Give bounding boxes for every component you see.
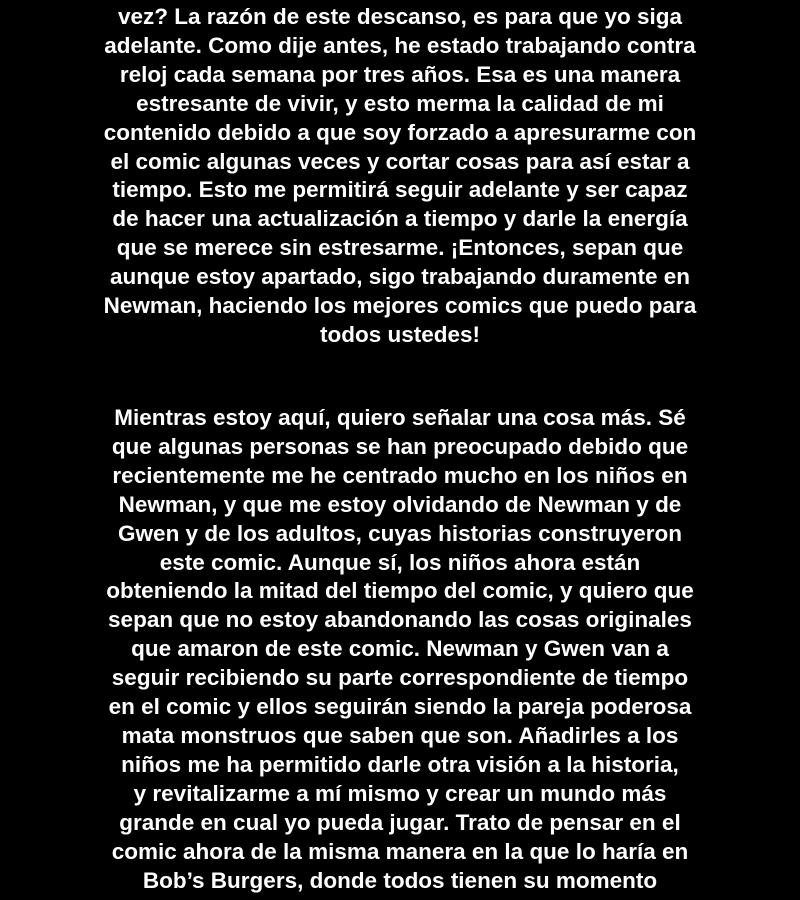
text-line: en el comic y ellos seguirán siendo la pareja poderosa: [108, 694, 692, 720]
text-line: que algunas personas se han preocupado debido que: [111, 433, 689, 459]
text-line: tiempo. Esto me permitirá seguir adelante y ser capaz: [112, 177, 688, 203]
text-line: adelante. Como dije antes, he estado trabajando contra: [104, 32, 696, 58]
text-line: mata monstruos que saben que son. Añadirles a los: [121, 722, 679, 748]
text-line: vez? La razón de este descanso, es para que yo siga: [118, 4, 682, 29]
text-line: aunque estoy apartado, sigo trabajando duramente en: [109, 264, 691, 290]
text-line: comic ahora de la misma manera en la que lo haría en: [111, 838, 689, 864]
text-line: todos ustedes!: [319, 321, 481, 347]
text-line: seguir recibiendo su parte correspondiente de tiempo: [111, 665, 689, 691]
text-line: de hacer una actualización a tiempo y darle la energía: [112, 206, 688, 232]
paragraph-break-explanation: [60, 3, 740, 350]
text-line: reloj cada semana por tres años. Esa es una manera: [119, 61, 681, 87]
text-line: Gwen y de los adultos, cuyas historias construyeron: [118, 520, 682, 546]
text-line: y revitalizarme a mí mismo y crear un mundo más: [133, 780, 667, 806]
text-line: Newman, haciendo los mejores comics que puedo para: [103, 293, 697, 319]
text-line: contenido debido a que soy forzado a apresurarme con: [103, 119, 697, 145]
text-line: el comic algunas veces y cortar cosas para así estar a: [110, 148, 690, 174]
text-line: niños me ha permitido darle otra visión a la historia,: [121, 751, 679, 777]
text-line: que se merece sin estresarme. ¡Entonces, sepan que: [116, 235, 684, 261]
text-line: Newman, y que me estoy olvidando de Newman y de: [118, 491, 682, 517]
text-line: sepan que no estoy abandonando las cosas originales: [108, 607, 692, 633]
paragraph-kids-focus: [60, 404, 740, 895]
text-line: Mientras estoy aquí, quiero señalar una cosa más. Sé: [114, 405, 686, 430]
text-line: grande en cual yo pueda jugar. Trato de pensar en el: [119, 809, 681, 835]
text-line: que amaron de este comic. Newman y Gwen van a: [131, 636, 669, 662]
text-line: Bob’s Burgers, donde todos tienen su momento: [142, 867, 658, 893]
text-line: este comic. Aunque sí, los niños ahora están: [159, 549, 641, 575]
text-line: obteniendo la mitad del tiempo del comic, y quiero que: [106, 578, 694, 604]
text-line: recientemente me he centrado mucho en los niños en: [112, 462, 688, 488]
text-line: estresante de vivir, y esto merma la calidad de mi: [136, 90, 664, 116]
